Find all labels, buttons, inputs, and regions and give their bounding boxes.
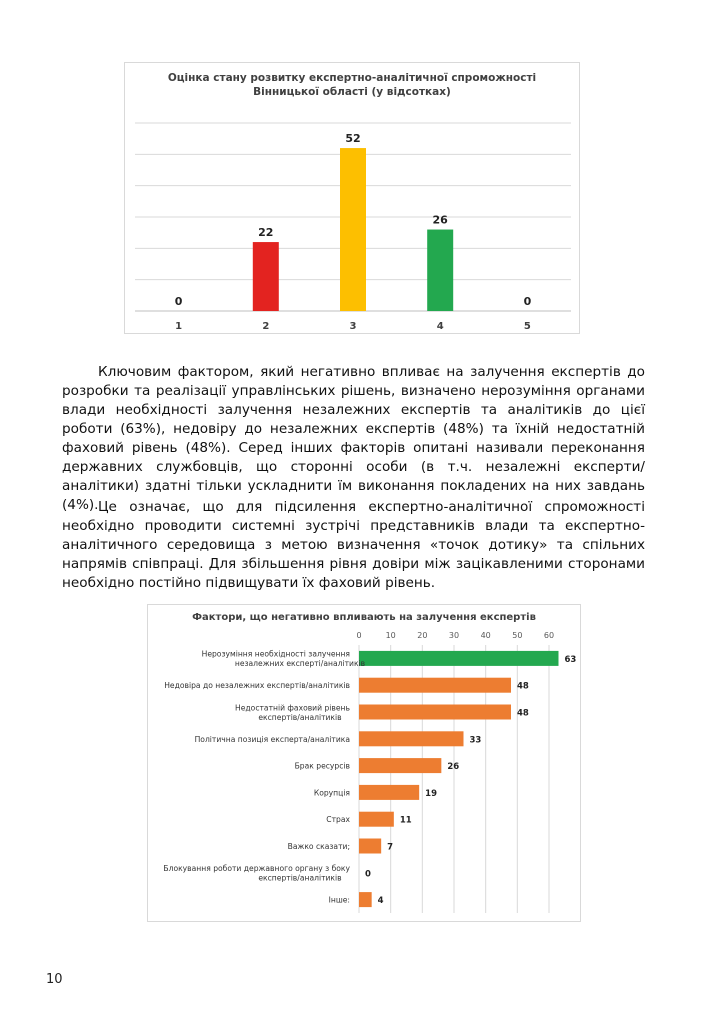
data-label: 63 xyxy=(564,654,577,665)
category-label: Недовіра до незалежних експертів/аналітиків xyxy=(164,681,350,691)
x-tick-label: 4 xyxy=(436,321,444,332)
data-label: 26 xyxy=(447,762,460,773)
bar xyxy=(359,839,381,854)
x-tick-label: 40 xyxy=(480,631,491,640)
assessment-chart xyxy=(124,62,580,334)
bar xyxy=(359,785,419,800)
page-number: 10 xyxy=(46,972,63,987)
bar xyxy=(359,705,511,720)
paragraph-1-text: Ключовим фактором, який негативно впливає на залучення експертів до розробки та реалізації управлінських рішень, визначено нерозуміння органами влади необхідності залучення незалежних експертів та аналітиків до цієї роботи (63%), недовіру до незалежних експертів (48%) та їхній недостатній фаховий рівень (48%). Серед інших факторів опитані називали переконання державних службовців, що сторонні особи (в т.ч. незалежні експерти/аналітики) здатні тільки ускладнити їм виконання покладених на них завдань (4%). xyxy=(62,364,645,513)
x-tick-label: 60 xyxy=(543,631,555,640)
data-label: 26 xyxy=(432,213,448,227)
x-tick-label: 2 xyxy=(262,321,270,332)
assessment-chart-title-line1: Оцінка стану розвитку експертно-аналітичної спроможності xyxy=(167,72,537,84)
category-label: Важко сказати; xyxy=(287,842,350,851)
x-tick-label: 20 xyxy=(417,631,428,640)
bar xyxy=(427,230,453,311)
x-tick-label: 3 xyxy=(349,321,357,332)
data-label: 48 xyxy=(517,681,529,692)
category-label: Нерозуміння необхідності залучення незалежних експерті/аналітиків xyxy=(201,649,366,669)
bar xyxy=(359,731,464,746)
data-label: 0 xyxy=(523,295,532,308)
data-label: 22 xyxy=(258,226,274,240)
category-label: Блокування роботи державного органу з боку експертів/аналітиків xyxy=(163,864,350,883)
category-label: Інше: xyxy=(328,895,350,905)
bar xyxy=(359,892,372,907)
data-label: 11 xyxy=(399,815,412,826)
category-label: Недостатній фаховий рівень експертів/аналітиків xyxy=(235,703,350,722)
data-label: 33 xyxy=(469,735,482,746)
data-label: 7 xyxy=(387,842,394,853)
paragraph-2-text: Це означає, що для підсилення експертно-аналітичної спроможності необхідно проводити системні зустрічі представників влади та експертно-аналітичного середовища з метою визначення «точок дотику» та спільних напрямів співпраці. Для збільшення рівня довіри між зацікавленими сторонами необхідно постійно підвищувати їх фаховий рівень. xyxy=(62,499,645,591)
data-label: 4 xyxy=(377,896,384,907)
paragraph-conclusion xyxy=(62,498,645,593)
assessment-chart-title-line2: Вінницької області (у відсотках) xyxy=(253,86,451,98)
x-tick-label: 5 xyxy=(523,321,531,332)
bar xyxy=(340,148,366,311)
factors-chart-title: Фактори, що негативно впливають на залучення експертів xyxy=(192,612,536,623)
bar xyxy=(253,242,279,311)
category-label: Корупція xyxy=(313,788,350,798)
bar xyxy=(359,651,559,666)
bar xyxy=(359,678,511,693)
data-label: 0 xyxy=(174,295,183,308)
category-label: Політична позиція експерта/аналітика xyxy=(194,734,350,744)
factors-chart-plot xyxy=(148,605,580,921)
data-label: 0 xyxy=(365,869,371,880)
data-label: 52 xyxy=(345,132,361,146)
bar xyxy=(359,758,441,773)
x-tick-label: 50 xyxy=(512,631,523,640)
x-tick-label: 1 xyxy=(175,321,183,332)
paragraph-key-factor xyxy=(62,363,645,515)
x-tick-label: 30 xyxy=(448,631,460,640)
category-label: Страх xyxy=(326,815,350,825)
category-label: Брак ресурсів xyxy=(294,761,350,771)
factors-chart xyxy=(147,604,581,922)
data-label: 48 xyxy=(517,708,529,719)
x-tick-label: 10 xyxy=(385,631,396,640)
bar xyxy=(359,812,394,827)
x-tick-label: 0 xyxy=(356,631,362,640)
data-label: 19 xyxy=(425,788,438,799)
assessment-chart-plot xyxy=(125,63,579,333)
